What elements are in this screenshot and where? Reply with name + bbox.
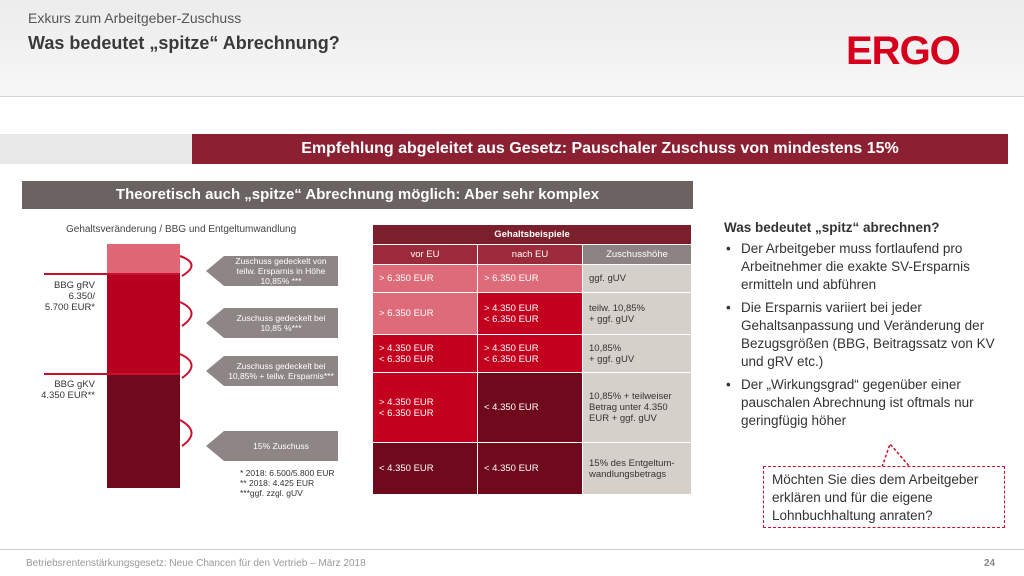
- complexity-banner: Theoretisch auch „spitze“ Abrechnung möglich: Aber sehr komplex: [22, 181, 693, 209]
- cell-zuschuss: 15% des Entgeltum- wandlungsbetrags: [583, 443, 692, 495]
- arrow-text-2: Zuschuss gedeckelt bei 10,85 %***: [236, 313, 326, 333]
- advice-callout: Möchten Sie dies dem Arbeitgeber erklären und für die eigene Lohnbuchhaltung anraten?: [763, 466, 1005, 528]
- cell-vor: > 4.350 EUR < 6.350 EUR: [373, 373, 478, 443]
- cell-vor: > 6.350 EUR: [373, 265, 478, 293]
- slide-title: Was bedeutet „spitze“ Abrechnung?: [28, 33, 340, 53]
- bbg-grv-line2: 6.350/: [68, 291, 95, 302]
- cell-vor: > 6.350 EUR: [373, 293, 478, 335]
- footnote-1: * 2018: 6.500/5.800 EUR: [240, 468, 335, 478]
- cell-nach: < 4.350 EUR: [478, 443, 583, 495]
- cell-zuschuss: teilw. 10,85% + ggf. gUV: [583, 293, 692, 335]
- bbg-gkv-line1: BBG gKV: [54, 379, 95, 390]
- bbg-grv-line: [44, 273, 180, 275]
- cell-vor: > 4.350 EUR < 6.350 EUR: [373, 335, 478, 373]
- arrow-text-4: 15% Zuschuss: [253, 441, 309, 451]
- footnote-2: ** 2018: 4.425 EUR: [240, 478, 315, 488]
- table-row: [373, 335, 692, 373]
- footnote-3: ***ggf. zzgl. gUV: [240, 488, 303, 498]
- arrow-text-1: Zuschuss gedeckelt von teilw. Ersparnis in Höhe 10,85% ***: [235, 256, 327, 286]
- page-number: 24: [984, 558, 996, 569]
- cell-nach: > 4.350 EUR < 6.350 EUR: [478, 293, 583, 335]
- salary-bar-middle: [107, 274, 180, 374]
- cell-nach: > 4.350 EUR < 6.350 EUR: [478, 335, 583, 373]
- col-header-nach-eu: nach EU: [478, 245, 583, 265]
- slide-kicker: Exkurs zum Arbeitgeber-Zuschuss: [28, 10, 242, 26]
- recommendation-banner: Empfehlung abgeleitet aus Gesetz: Pauschaler Zuschuss von mindestens 15%: [192, 134, 1008, 164]
- list-item: • Der Arbeitgeber muss fortlaufend pro Arbeitnehmer die exakte SV-Ersparnis ermitteln und abführen: [724, 240, 1014, 294]
- header-divider: [0, 96, 1024, 97]
- table-row: [373, 293, 692, 335]
- right-question: Was bedeutet „spitz“ abrechnen?: [724, 220, 940, 235]
- arrow-box-2: [206, 308, 338, 338]
- cell-zuschuss: 10,85% + ggf. gUV: [583, 335, 692, 373]
- bbg-grv-line3: 5.700 EUR*: [44, 302, 95, 313]
- col-header-zuschuss: Zuschusshöhe: [583, 245, 692, 265]
- bbg-gkv-label: [30, 379, 95, 401]
- cell-nach: < 4.350 EUR: [478, 373, 583, 443]
- table-row: [373, 443, 692, 495]
- cell-zuschuss: 10,85% + teilweiser Betrag unter 4.350 EUR + ggf. gUV: [583, 373, 692, 443]
- diagram-footnotes: [240, 468, 335, 498]
- table-row: [373, 265, 692, 293]
- table-row: [373, 373, 692, 443]
- salary-bar-top: [107, 244, 180, 274]
- cell-zuschuss: ggf. gUV: [583, 265, 692, 293]
- col-header-vor-eu: vor EU: [373, 245, 478, 265]
- cell-nach: > 6.350 EUR: [478, 265, 583, 293]
- salary-bar-bottom: [107, 374, 180, 488]
- cell-vor: < 4.350 EUR: [373, 443, 478, 495]
- footer-divider: [0, 549, 1024, 550]
- arrow-text-3: Zuschuss gedeckelt bei 10,85% + teilw. Ersparnis***: [228, 361, 334, 381]
- bbg-grv-line1: BBG gRV: [53, 280, 95, 291]
- arrow-box-4: [206, 431, 338, 461]
- bbg-grv-label: [30, 280, 95, 313]
- bbg-gkv-line: [44, 373, 180, 375]
- list-item: • Der „Wirkungsgrad“ gegenüber einer pauschalen Abrechnung ist oftmals nur geringfügig höher: [724, 376, 1014, 430]
- banner-left-fill: [0, 134, 192, 164]
- footer-text: Betriebsrentenstärkungsgesetz: Neue Chancen für den Vertrieb – März 2018: [26, 558, 366, 569]
- explanation-list: [724, 240, 1014, 435]
- ergo-logo: ERGO: [846, 29, 960, 73]
- arrow-box-3: [206, 356, 338, 386]
- bbg-gkv-line2: 4.350 EUR**: [41, 390, 95, 401]
- salary-examples-table: [372, 224, 692, 495]
- arrow-box-1: [206, 256, 338, 286]
- table-title: Gehaltsbeispiele: [373, 225, 692, 245]
- diagram-title: Gehaltsveränderung / BBG und Entgeltumwandlung: [66, 224, 297, 235]
- list-item: • Die Ersparnis variiert bei jeder Gehaltsanpassung und Veränderung der Bezugsgrößen (BBG, Beitragssatz von KV und gRV etc.): [724, 299, 1014, 371]
